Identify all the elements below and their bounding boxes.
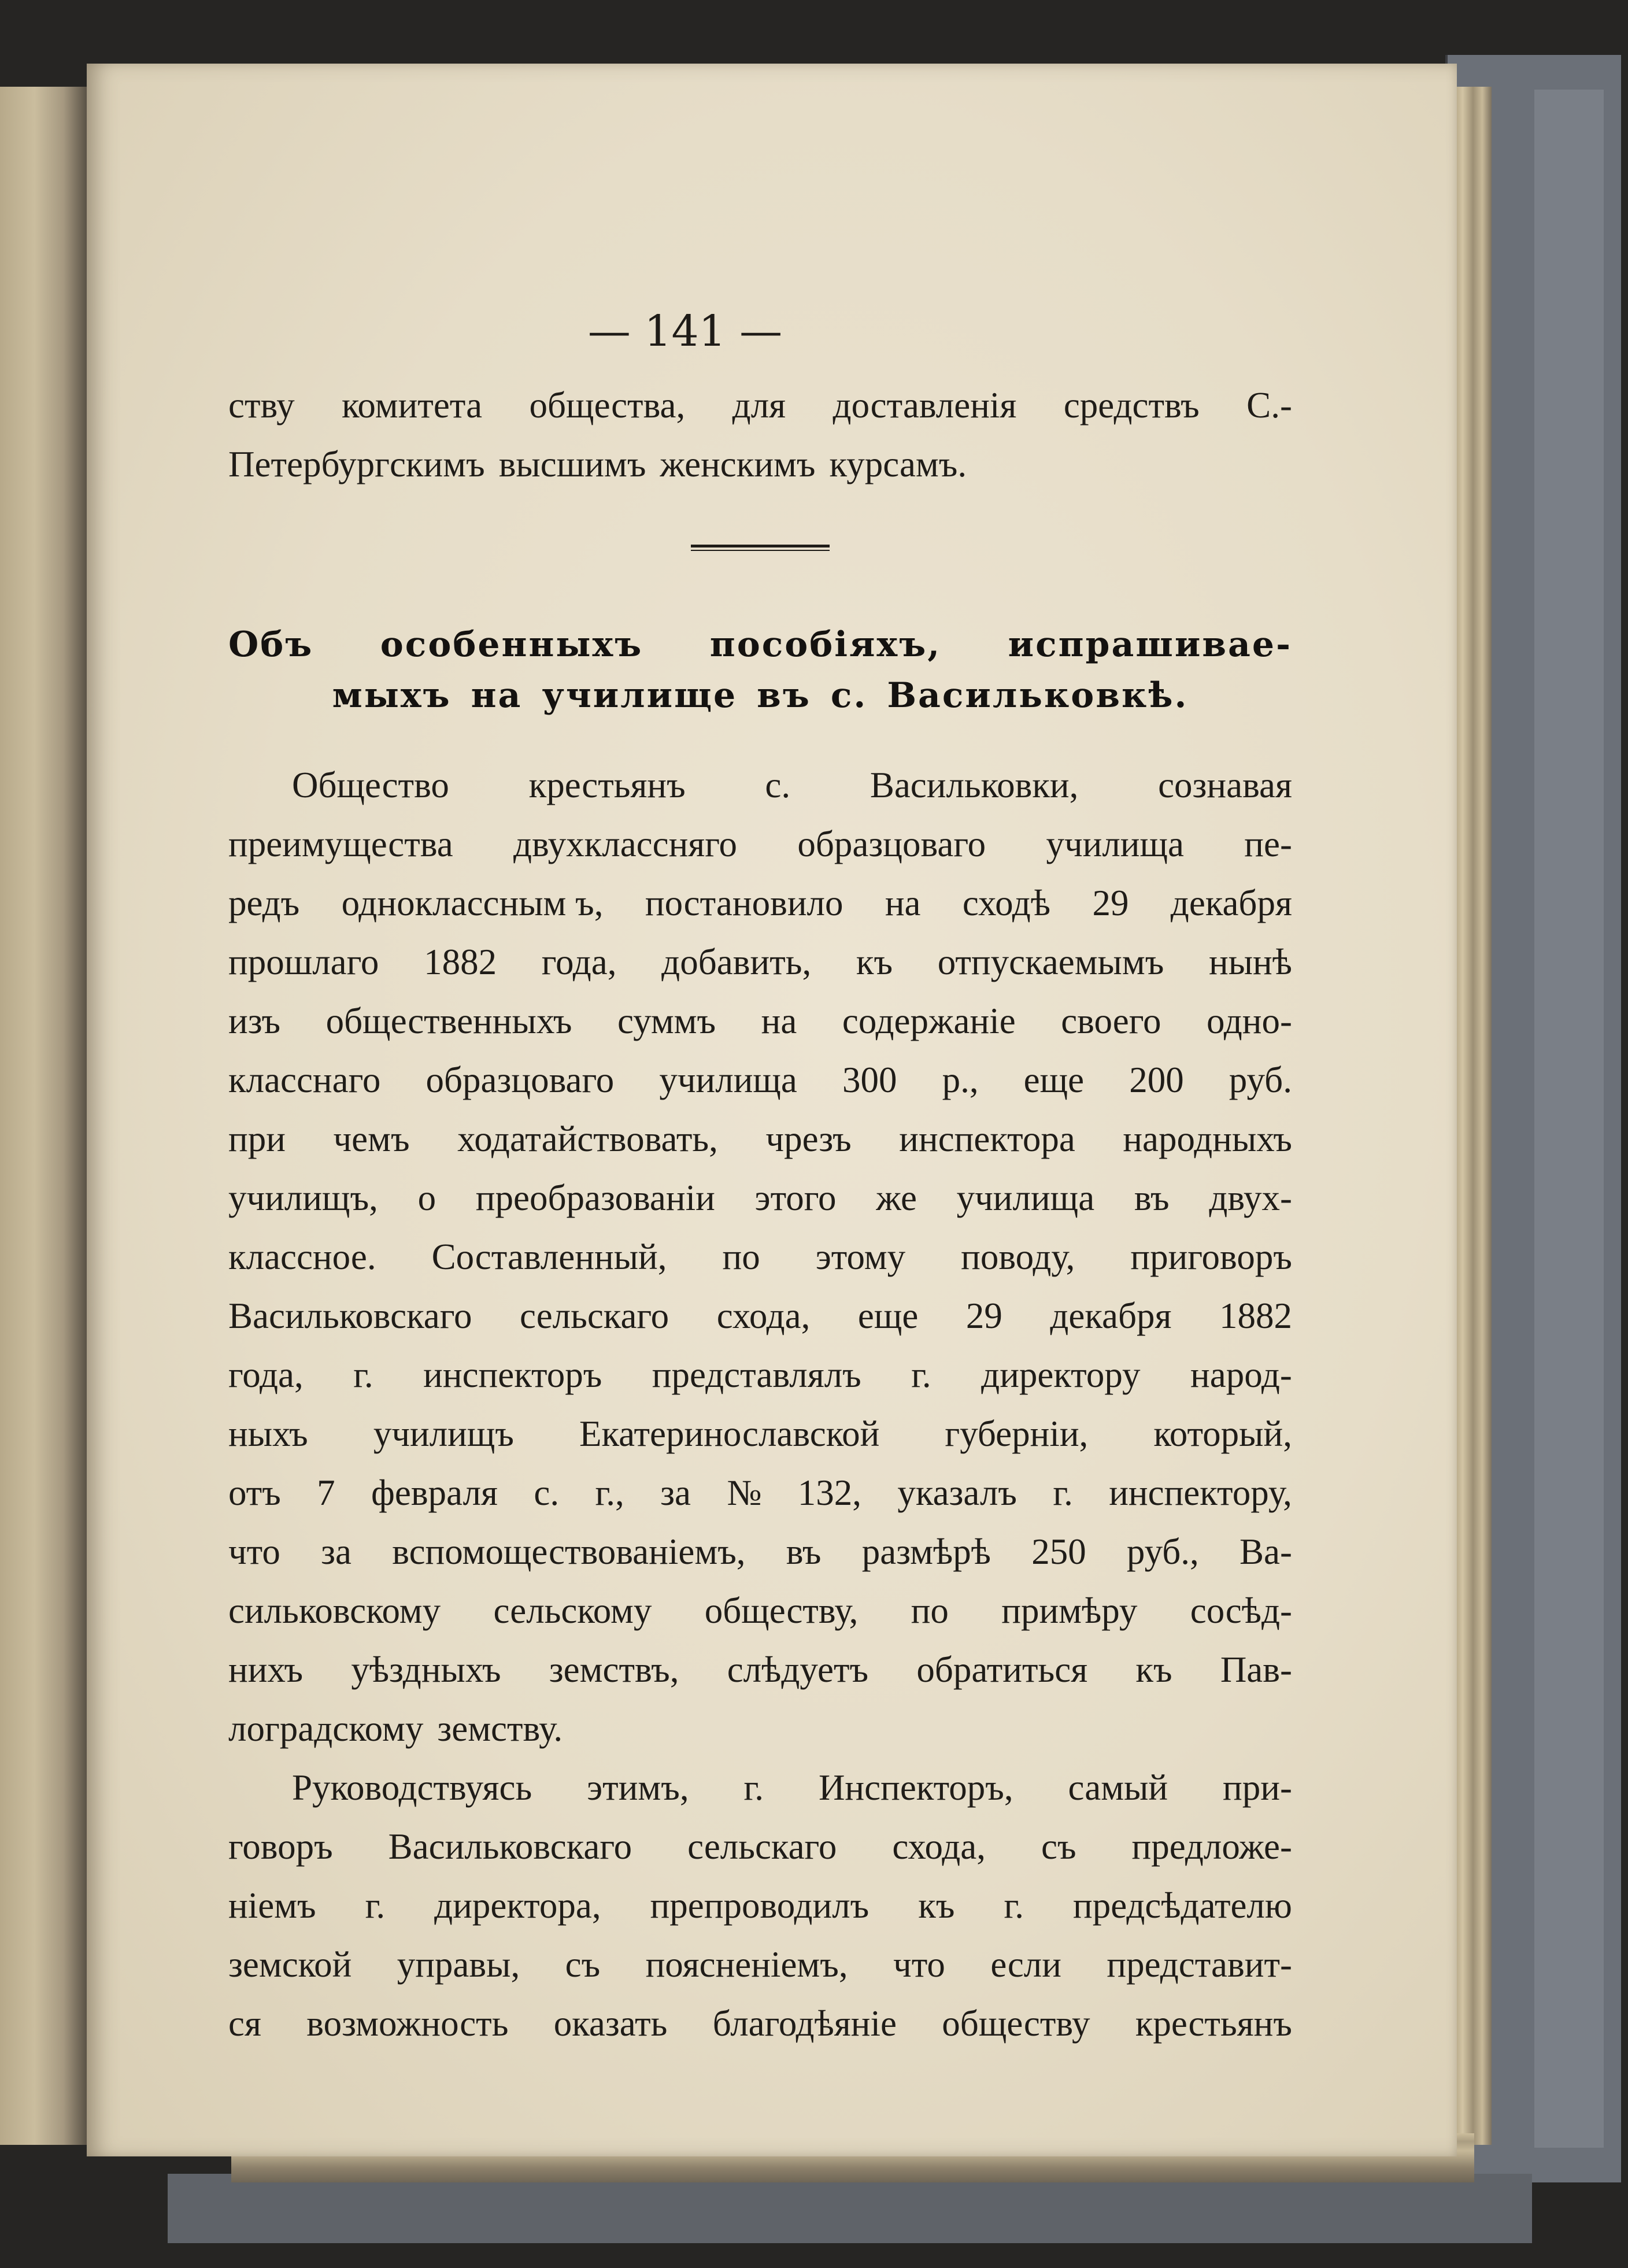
word: говоръ	[228, 1826, 333, 1867]
text-line	[228, 1404, 1292, 1463]
word: земствъ,	[549, 1649, 679, 1690]
word: комитета	[342, 385, 483, 426]
text-line	[228, 1050, 1292, 1109]
word: крестьянъ	[1135, 2003, 1292, 2044]
word: Руководствуясь	[292, 1767, 532, 1808]
word: если	[990, 1944, 1061, 1985]
word: нихъ	[228, 1649, 304, 1690]
text-line	[228, 1522, 1292, 1581]
word: февраля	[371, 1472, 498, 1513]
word: инспектору,	[1109, 1472, 1292, 1513]
word: г.,	[595, 1472, 624, 1513]
word: этимъ,	[587, 1767, 689, 1808]
word: этого	[754, 1178, 837, 1218]
word: Составленный,	[431, 1237, 667, 1277]
word: Ва-	[1240, 1531, 1292, 1572]
word: вспомоществованіемъ,	[392, 1531, 746, 1572]
word: одноклассным ъ,	[341, 883, 604, 923]
page-text	[228, 376, 1292, 2053]
word: Объ	[228, 624, 314, 665]
section-divider	[691, 545, 830, 551]
word: схода,	[716, 1296, 811, 1336]
word: этому	[815, 1237, 906, 1277]
word: по	[911, 1590, 949, 1631]
word: г.	[1004, 1885, 1024, 1926]
word: по	[722, 1237, 760, 1277]
word: изъ	[228, 1001, 281, 1041]
word: общества,	[529, 385, 686, 426]
word: народныхъ	[1123, 1119, 1292, 1159]
word: управы,	[397, 1944, 520, 1985]
word: уѣздныхъ	[351, 1649, 501, 1690]
text-line	[228, 1227, 1292, 1286]
word: къ	[918, 1885, 955, 1926]
word: народ-	[1190, 1355, 1292, 1395]
word: Васильковскаго	[228, 1296, 472, 1336]
word: Екатеринославской	[579, 1414, 880, 1454]
word: слѣдуетъ	[727, 1649, 869, 1690]
word: за	[660, 1472, 691, 1513]
word: с.	[534, 1472, 560, 1513]
word: года,	[228, 1355, 304, 1395]
word: еще	[857, 1296, 919, 1336]
text-line	[228, 1876, 1292, 1935]
word: образцоваго	[797, 824, 986, 864]
word: сходѣ	[962, 883, 1051, 923]
word: поводу,	[961, 1237, 1075, 1277]
word: особенныхъ	[380, 624, 643, 665]
word: примѣру	[1001, 1590, 1138, 1631]
word: руб.	[1229, 1060, 1292, 1100]
facing-page-edge	[0, 87, 87, 2145]
text-line	[228, 756, 1292, 815]
text-line	[228, 815, 1292, 874]
word: Васильковки,	[870, 765, 1079, 805]
word: приговоръ	[1130, 1237, 1292, 1277]
word: крестьянъ	[528, 765, 686, 805]
word: инспектора	[899, 1119, 1075, 1159]
word: земству.	[437, 1708, 563, 1749]
word: С.-	[1246, 385, 1292, 426]
word: одно-	[1207, 1001, 1292, 1041]
word: преобразованіи	[475, 1178, 715, 1218]
word: возможность	[306, 2003, 509, 2044]
word: г.	[911, 1355, 931, 1395]
word: который,	[1153, 1414, 1292, 1454]
word: представлялъ	[652, 1355, 861, 1395]
word: лоградскому	[228, 1708, 424, 1749]
word: 1882	[1219, 1296, 1292, 1336]
word: г.	[743, 1767, 764, 1808]
word: декабря	[1170, 883, 1292, 923]
word: на	[885, 883, 921, 923]
heading-line	[228, 619, 1292, 670]
page-number: — 141 —	[587, 306, 783, 356]
word: доставленія	[832, 385, 1017, 426]
section-heading	[228, 619, 1292, 721]
word: училища	[659, 1060, 797, 1100]
word: г.	[1053, 1472, 1073, 1513]
word: что	[893, 1944, 945, 1985]
word: ству	[228, 385, 295, 426]
word: при-	[1223, 1767, 1292, 1808]
word: на	[471, 675, 523, 716]
word: 1882	[424, 942, 497, 982]
word: Пав-	[1220, 1649, 1292, 1690]
word: двухклассняго	[513, 824, 738, 864]
word: въ	[786, 1531, 822, 1572]
word: ходатайствовать,	[457, 1119, 718, 1159]
word: редъ	[228, 883, 300, 923]
word: размѣрѣ	[861, 1531, 991, 1572]
word: училища	[956, 1178, 1095, 1218]
word: при	[228, 1119, 286, 1159]
word: суммъ	[617, 1001, 716, 1041]
word: испрашивае-	[1008, 624, 1292, 665]
word: 250	[1031, 1531, 1086, 1572]
word: обществу,	[704, 1590, 859, 1631]
text-line	[228, 1286, 1292, 1345]
word: отпускаемымъ	[937, 942, 1164, 982]
word: самый	[1068, 1767, 1168, 1808]
word: училища	[1046, 824, 1184, 864]
word: сосѣд-	[1190, 1590, 1292, 1631]
word: своего	[1061, 1001, 1161, 1041]
text-line	[228, 1463, 1292, 1522]
word: женскимъ	[660, 444, 816, 484]
word: сельскому	[493, 1590, 652, 1631]
word: класснаго	[228, 1060, 381, 1100]
text-line	[228, 933, 1292, 991]
text-line	[228, 1109, 1292, 1168]
word: съ	[565, 1944, 601, 1985]
book-cover-bottom	[168, 2174, 1532, 2243]
word: обратиться	[916, 1649, 1088, 1690]
word: предсѣдателю	[1072, 1885, 1292, 1926]
word: же	[876, 1178, 917, 1218]
word: декабря	[1050, 1296, 1172, 1336]
word: образцоваго	[426, 1060, 615, 1100]
word: 29	[965, 1296, 1002, 1336]
word: къ	[856, 942, 893, 982]
word: Васильковкѣ.	[887, 675, 1189, 716]
paragraph-2	[228, 1758, 1292, 2053]
word: сельскаго	[687, 1826, 837, 1867]
word: оказать	[553, 2003, 668, 2044]
word: представит-	[1107, 1944, 1292, 1985]
word: 132,	[797, 1472, 862, 1513]
word: 200	[1129, 1060, 1184, 1100]
word: средствъ	[1063, 385, 1200, 426]
word: за	[321, 1531, 352, 1572]
word: что	[228, 1531, 280, 1572]
word: г.	[365, 1885, 386, 1926]
word: 7	[317, 1472, 335, 1513]
text-line	[228, 435, 1292, 494]
paragraph-1	[228, 756, 1292, 1758]
word: общественныхъ	[325, 1001, 572, 1041]
word: Общество	[292, 765, 449, 805]
word: с.	[830, 675, 868, 716]
word: постановило	[645, 883, 843, 923]
word: инспекторъ	[423, 1355, 602, 1395]
text-line	[228, 1699, 1292, 1758]
text-line	[228, 1581, 1292, 1640]
text-line	[228, 874, 1292, 933]
continuation-paragraph	[228, 376, 1292, 494]
text-line	[228, 991, 1292, 1050]
word: 300	[842, 1060, 897, 1100]
word: на	[761, 1001, 797, 1041]
word: училищъ,	[228, 1178, 378, 1218]
text-line	[228, 1168, 1292, 1227]
word: года,	[541, 942, 617, 982]
word: предложе-	[1131, 1826, 1292, 1867]
heading-line	[228, 670, 1292, 721]
word: добавить,	[661, 942, 812, 982]
text-line	[228, 1640, 1292, 1699]
text-line	[228, 1345, 1292, 1404]
word: руб.,	[1126, 1531, 1199, 1572]
word: г.	[353, 1355, 373, 1395]
word: съ	[1041, 1826, 1076, 1867]
word: ныхъ	[228, 1414, 308, 1454]
word: земской	[228, 1944, 352, 1985]
text-line	[228, 1758, 1292, 1817]
text-line	[228, 1817, 1292, 1876]
word: №	[727, 1472, 762, 1513]
word: прошлаго	[228, 942, 379, 982]
word: для	[732, 385, 786, 426]
book-page	[87, 64, 1457, 2156]
word: поясненіемъ,	[645, 1944, 848, 1985]
word: ніемъ	[228, 1885, 316, 1926]
word: о	[417, 1178, 436, 1218]
word: мыхъ	[332, 675, 452, 716]
word: высшимъ	[498, 444, 646, 484]
word: губерніи,	[945, 1414, 1089, 1454]
word: сознавая	[1158, 765, 1292, 805]
word: обществу	[942, 2003, 1090, 2044]
word: сильковскому	[228, 1590, 441, 1631]
word: Петербургскимъ	[228, 444, 485, 484]
word: двух-	[1209, 1178, 1292, 1218]
word: къ	[1135, 1649, 1172, 1690]
word: содержаніе	[842, 1001, 1016, 1041]
word: училищъ	[373, 1414, 514, 1454]
word: нынѣ	[1209, 942, 1292, 982]
text-line	[228, 1935, 1292, 1994]
word: курсамъ.	[829, 444, 967, 484]
word: классное.	[228, 1237, 376, 1277]
word: училище	[542, 675, 738, 716]
word: директору	[981, 1355, 1141, 1395]
text-line	[228, 1994, 1292, 2053]
word: отъ	[228, 1472, 281, 1513]
word: благодѣяніе	[712, 2003, 897, 2044]
word: преимущества	[228, 824, 453, 864]
word: въ	[757, 675, 811, 716]
word: чрезъ	[765, 1119, 852, 1159]
word: Васильковскаго	[388, 1826, 632, 1867]
text-line	[228, 376, 1292, 435]
word: ся	[228, 2003, 261, 2044]
word: еще	[1023, 1060, 1085, 1100]
word: Инспекторъ,	[818, 1767, 1013, 1808]
word: директора,	[434, 1885, 601, 1926]
word: препроводилъ	[650, 1885, 870, 1926]
word: пособіяхъ,	[709, 624, 942, 665]
word: пе-	[1244, 824, 1292, 864]
word: с.	[765, 765, 791, 805]
word: 29	[1092, 883, 1129, 923]
word: чемъ	[333, 1119, 410, 1159]
word: р.,	[942, 1060, 979, 1100]
word: указалъ	[897, 1472, 1017, 1513]
word: схода,	[892, 1826, 986, 1867]
word: въ	[1134, 1178, 1170, 1218]
word: сельскаго	[519, 1296, 669, 1336]
